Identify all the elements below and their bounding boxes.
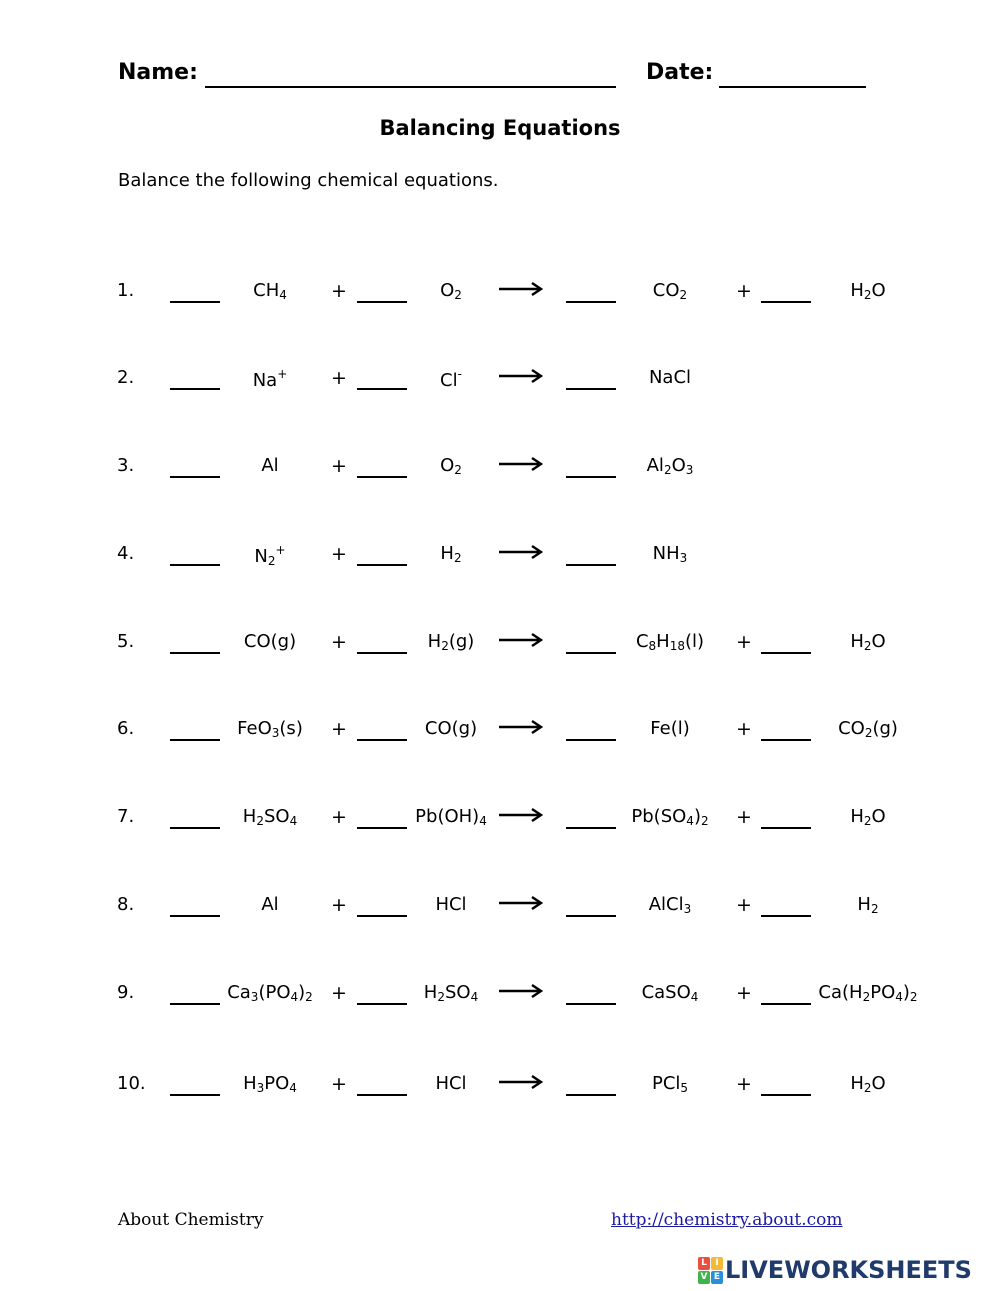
plus-sign: + [331,543,347,565]
plus-sign: + [331,455,347,477]
coefficient-blank-3[interactable] [566,1003,616,1005]
coefficient-blank-4[interactable] [761,915,811,917]
reactant-formula: $H_2$ [440,543,462,565]
coefficient-blank-4[interactable] [761,739,811,741]
product-formula: $C_8H_{18}(l)$ [635,631,705,653]
equation-row [0,894,1000,934]
reactant-formula: $H_3PO_4$ [243,1073,297,1095]
reaction-arrow-icon [499,895,543,911]
coefficient-blank-2[interactable] [357,652,407,654]
product-formula: $H_2$ [857,894,879,916]
equation-number: 9. [117,982,135,1003]
reactant-formula: $CH_4$ [253,280,287,302]
reaction-arrow-icon [499,719,543,735]
coefficient-blank-2[interactable] [357,388,407,390]
coefficient-blank-1[interactable] [170,1094,220,1096]
coefficient-blank-3[interactable] [566,915,616,917]
equation-row [0,367,1000,407]
reactant-formula: $Pb(OH)_4$ [415,806,487,828]
reactant-formula: HCl [435,1073,467,1094]
coefficient-blank-1[interactable] [170,301,220,303]
coefficient-blank-2[interactable] [357,1003,407,1005]
coefficient-blank-4[interactable] [761,827,811,829]
equation-number: 2. [117,367,135,388]
reactant-formula: CO(g) [243,631,297,652]
coefficient-blank-2[interactable] [357,564,407,566]
reactant-formula: $Ca_3(PO_4)_2$ [227,982,313,1004]
equation-number: 5. [117,631,135,652]
reaction-arrow-icon [499,368,543,384]
liveworksheets-logo-icon [698,1257,722,1283]
reaction-arrow-icon [499,807,543,823]
instructions: Balance the following chemical equations. [118,170,499,191]
product-formula: NaCl [648,367,692,388]
reactant-formula: $H_2(g)$ [427,631,475,653]
product-formula: CaSO$_4$ [641,982,699,1004]
product-formula: $H_2O$ [850,806,886,828]
coefficient-blank-3[interactable] [566,564,616,566]
reactant-formula: Al [261,455,279,476]
coefficient-blank-2[interactable] [357,915,407,917]
coefficient-blank-2[interactable] [357,739,407,741]
product-formula: $Ca(H_2PO_4)_2$ [818,982,918,1004]
reactant-formula: $H_2SO_4$ [423,982,479,1004]
plus-sign: + [736,280,752,302]
coefficient-blank-2[interactable] [357,827,407,829]
reaction-arrow-icon [499,281,543,297]
reactant-formula: $O_2$ [440,455,462,477]
name-label: Name: [118,60,198,85]
coefficient-blank-3[interactable] [566,476,616,478]
equation-row [0,280,1000,320]
plus-sign: + [331,982,347,1004]
plus-sign: + [736,894,752,916]
equation-row [0,982,1000,1022]
coefficient-blank-1[interactable] [170,1003,220,1005]
equation-number: 4. [117,543,135,564]
logo-tile: V [698,1271,710,1284]
footer-link[interactable]: http://chemistry.about.com [611,1210,843,1230]
coefficient-blank-4[interactable] [761,1003,811,1005]
equation-number: 6. [117,718,135,739]
equation-row [0,718,1000,758]
product-formula: $H_2O$ [850,631,886,653]
coefficient-blank-1[interactable] [170,915,220,917]
reactant-formula: Al [261,894,279,915]
product-formula: Fe(l) [650,718,690,739]
equation-row [0,543,1000,583]
reactant-formula: CO(g) [424,718,478,739]
reactant-formula: $H_2SO_4$ [242,806,298,828]
product-formula: $H_2O$ [850,280,886,302]
product-formula: $CO_2(g)$ [838,718,898,740]
coefficient-blank-2[interactable] [357,301,407,303]
reactant-formula: Na+ [252,367,288,391]
coefficient-blank-2[interactable] [357,476,407,478]
plus-sign: + [331,718,347,740]
coefficient-blank-1[interactable] [170,388,220,390]
plus-sign: + [736,806,752,828]
date-label: Date: [646,60,714,85]
reaction-arrow-icon [499,544,543,560]
coefficient-blank-3[interactable] [566,1094,616,1096]
product-formula: $H_2O$ [850,1073,886,1095]
equation-row [0,806,1000,846]
plus-sign: + [331,280,347,302]
reactant-formula: HCl [435,894,467,915]
page-title: Balancing Equations [379,116,621,140]
plus-sign: + [331,1073,347,1095]
logo-tile: E [711,1271,723,1284]
equation-row [0,631,1000,671]
reaction-arrow-icon [499,632,543,648]
equation-number: 8. [117,894,135,915]
coefficient-blank-1[interactable] [170,476,220,478]
brand-text: LIVEWORKSHEETS [725,1256,972,1284]
equation-number: 7. [117,806,135,827]
equation-number: 10. [117,1073,146,1094]
reaction-arrow-icon [499,983,543,999]
date-field-line[interactable] [719,86,866,88]
reaction-arrow-icon [499,1074,543,1090]
coefficient-blank-1[interactable] [170,827,220,829]
reactant-formula: $N_2^+$ [254,543,286,568]
coefficient-blank-4[interactable] [761,301,811,303]
equation-number: 1. [117,280,135,301]
coefficient-blank-3[interactable] [566,301,616,303]
coefficient-blank-3[interactable] [566,827,616,829]
equation-number: 3. [117,455,135,476]
product-formula: $NH_3$ [652,543,688,565]
product-formula: $Pb(SO_4)_2$ [631,806,709,828]
product-formula: $CO_2$ [652,280,688,302]
coefficient-blank-4[interactable] [761,652,811,654]
equation-row [0,455,1000,495]
brand-logo [698,1255,972,1285]
coefficient-blank-4[interactable] [761,1094,811,1096]
plus-sign: + [331,631,347,653]
plus-sign: + [331,894,347,916]
plus-sign: + [331,367,347,389]
logo-tile: I [711,1257,723,1270]
reactant-formula: FeO$_3$(s) [237,718,303,740]
coefficient-blank-3[interactable] [566,388,616,390]
plus-sign: + [736,982,752,1004]
coefficient-blank-1[interactable] [170,652,220,654]
plus-sign: + [736,631,752,653]
coefficient-blank-3[interactable] [566,739,616,741]
coefficient-blank-3[interactable] [566,652,616,654]
coefficient-blank-2[interactable] [357,1094,407,1096]
reactant-formula: $O_2$ [440,280,462,302]
footer-source: About Chemistry [118,1210,264,1230]
coefficient-blank-1[interactable] [170,739,220,741]
plus-sign: + [331,806,347,828]
equation-row [0,1073,1000,1113]
product-formula: AlCl$_3$ [648,894,692,916]
name-field-line[interactable] [205,86,616,88]
product-formula: PCl$_5$ [651,1073,689,1095]
reaction-arrow-icon [499,456,543,472]
reactant-formula: Cl- [440,367,462,391]
plus-sign: + [736,718,752,740]
coefficient-blank-1[interactable] [170,564,220,566]
plus-sign: + [736,1073,752,1095]
logo-tile: L [698,1257,710,1270]
product-formula: $Al_2O_3$ [646,455,694,477]
